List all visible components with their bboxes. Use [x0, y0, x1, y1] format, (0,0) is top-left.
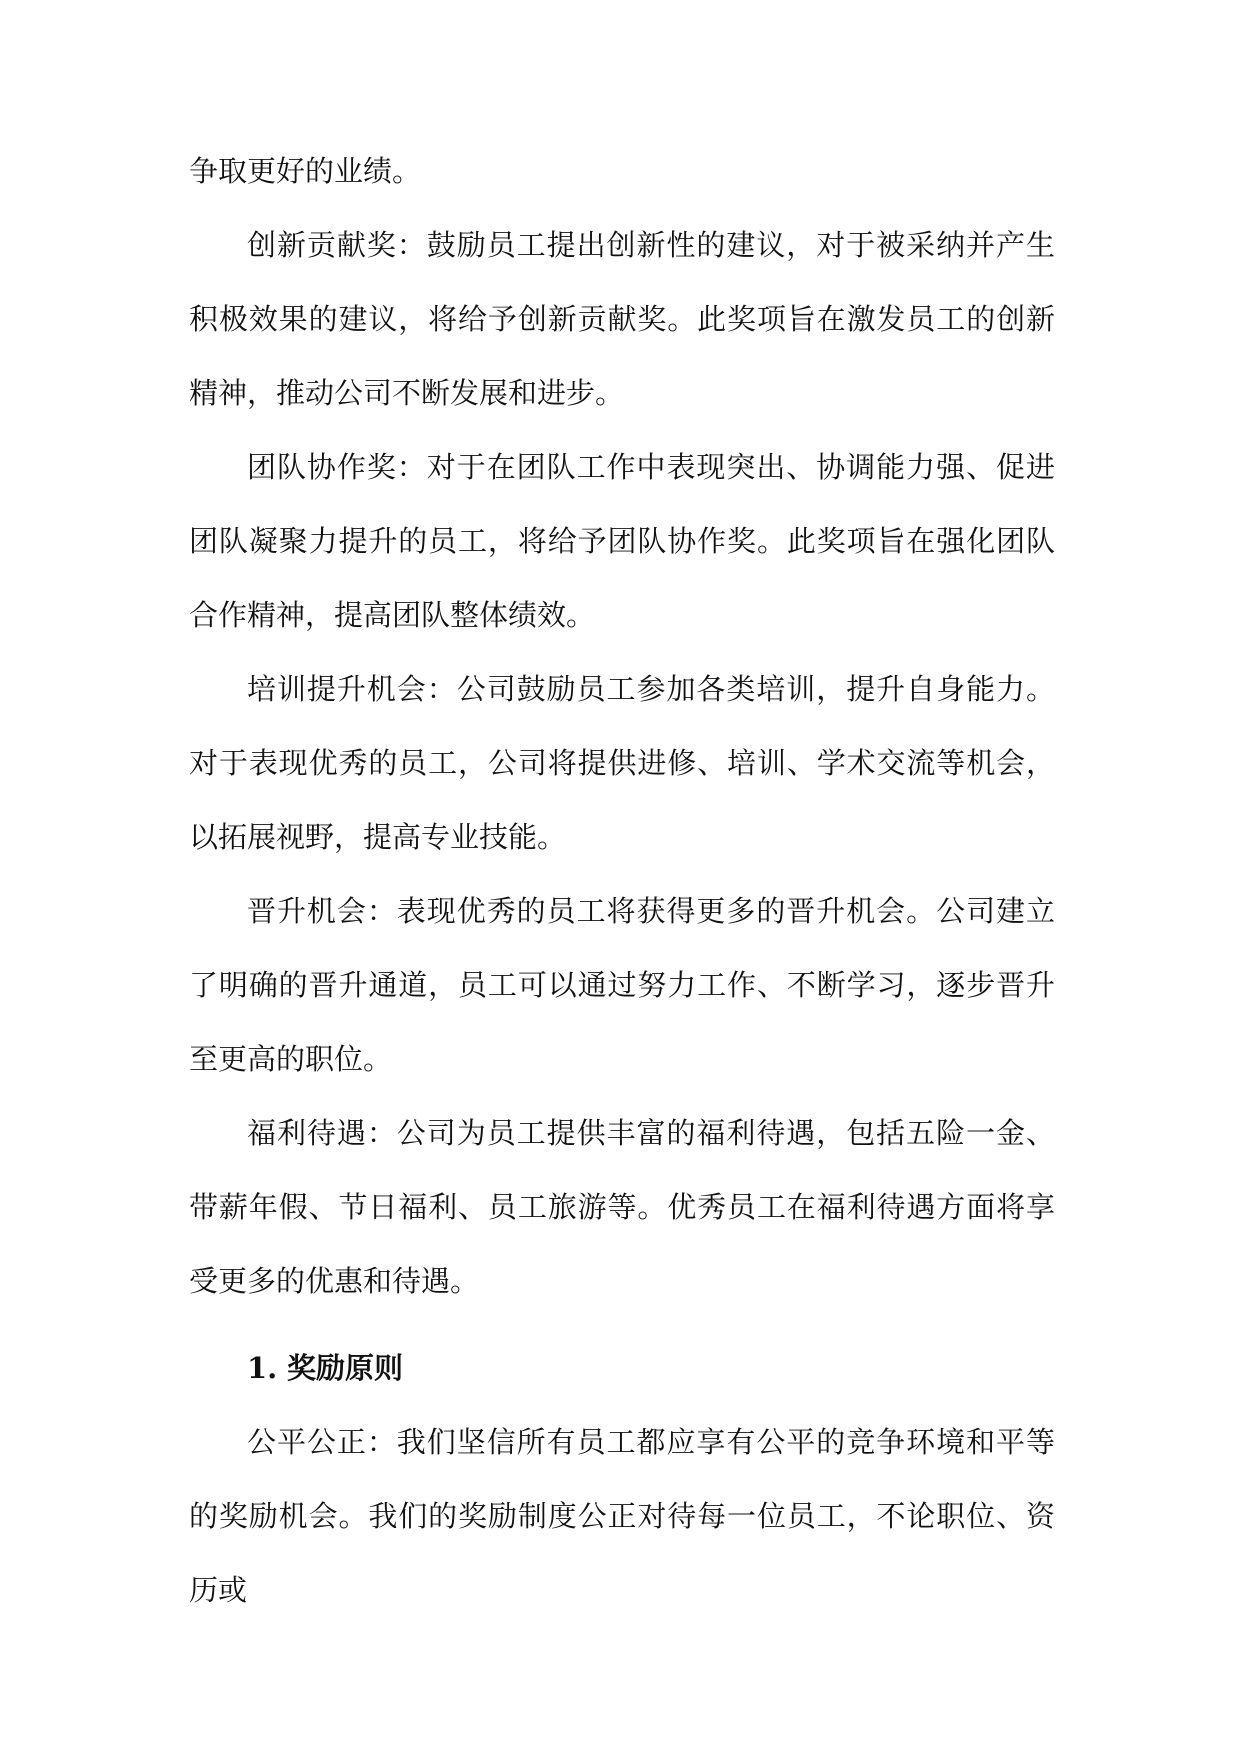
paragraph-promotion-opportunity: 晋升机会：表现优秀的员工将获得更多的晋升机会。公司建立了明确的晋升通道，员工可以通过努力工作、不断学习，逐步晋升至更高的职位。 [189, 894, 1055, 1076]
paragraph-teamwork-award: 团队协作奖：对于在团队工作中表现突出、协调能力强、促进团队凝聚力提升的员工，将给予团队协作奖。此奖项旨在强化团队合作精神，提高团队整体绩效。 [189, 450, 1055, 632]
paragraph-fairness: 公平公正：我们坚信所有员工都应享有公平的竞争环境和平等的奖励机会。我们的奖励制度公正对待每一位员工，不论职位、资历或 [189, 1425, 1055, 1607]
paragraph-training-opportunity: 培训提升机会：公司鼓励员工参加各类培训，提升自身能力。对于表现优秀的员工，公司将提供进修、培训、学术交流等机会，以拓展视野，提高专业技能。 [189, 672, 1055, 854]
paragraph-innovation-award: 创新贡献奖：鼓励员工提出创新性的建议，对于被采纳并产生积极效果的建议，将给予创新贡献奖。此奖项旨在激发员工的创新精神，推动公司不断发展和进步。 [189, 228, 1055, 410]
section-title: 奖励原则 [287, 1351, 404, 1385]
document-page [189, 134, 1055, 1627]
paragraph-benefits: 福利待遇：公司为员工提供丰富的福利待遇，包括五险一金、带薪年假、节日福利、员工旅游等。优秀员工在福利待遇方面将享受更多的优惠和待遇。 [189, 1116, 1055, 1298]
section-number: 1. [247, 1351, 278, 1385]
paragraph-continuation: 争取更好的业绩。 [189, 154, 422, 188]
section-heading [189, 1331, 1055, 1405]
